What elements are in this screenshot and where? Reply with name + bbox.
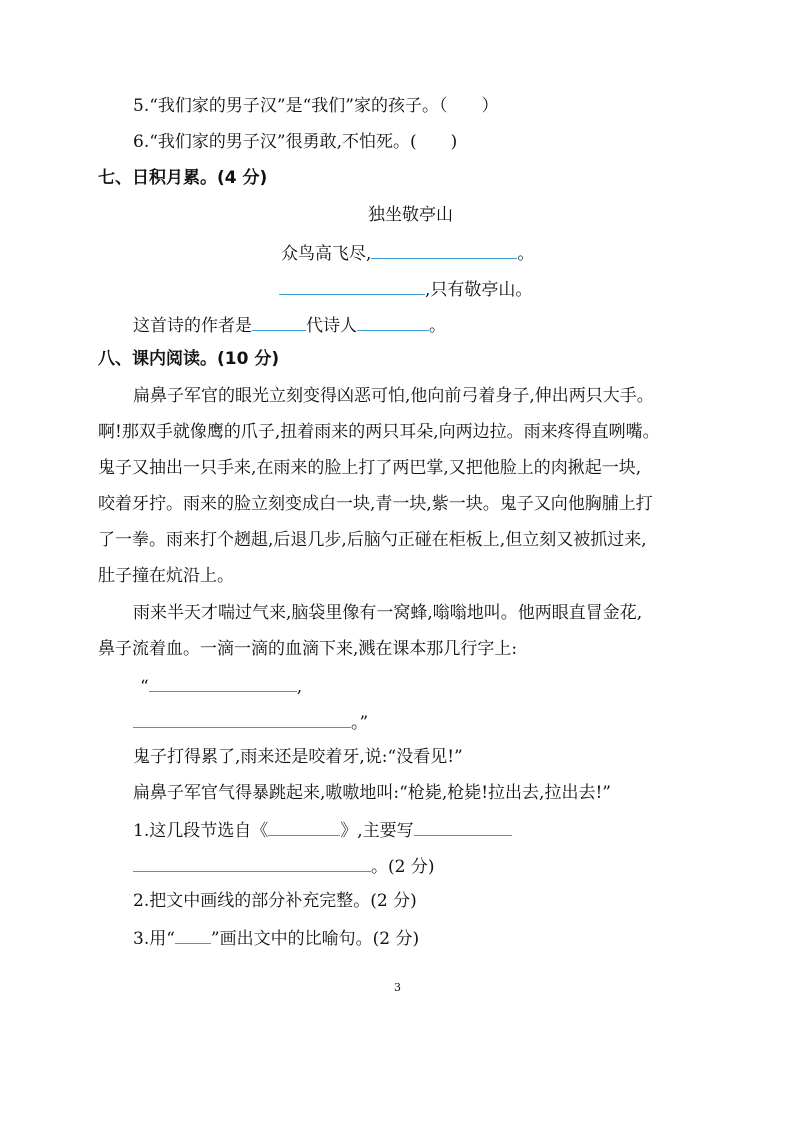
page-number: 3: [394, 981, 401, 994]
quote-close: 。”: [351, 713, 369, 733]
author-question: [133, 312, 446, 338]
poem-line-1-end: 。: [517, 244, 535, 264]
passage-line: 肚子撞在炕沿上。: [98, 566, 234, 586]
passage-line: 鬼子打得累了,雨来还是咬着牙,说:“没看见!”: [133, 747, 463, 767]
poem-line-2: [279, 276, 532, 302]
passage-line: 雨来半天才喘过气来,脑袋里像有一窝蜂,嗡嗡地叫。他两眼直冒金花,: [133, 603, 643, 623]
author-question-middle: 代诗人: [306, 316, 357, 336]
item-6: 6.“我们家的男子汉”很勇敢,不怕死。( ): [133, 132, 458, 152]
content-blank-2[interactable]: [133, 853, 371, 872]
quote-open: “: [140, 677, 149, 697]
passage-line: 扁鼻子军官气得暴跳起来,嗷嗷地叫:“枪毙,枪毙!拉出去,拉出去!”: [133, 783, 611, 803]
passage-line: 了一拳。雨来打个趔趄,后退几步,后脑勺正碰在柜板上,但立刻又被抓过来,: [98, 530, 647, 550]
underline-sample: [175, 925, 211, 944]
question-3: [133, 925, 419, 951]
question-1-end: 。(2 分): [371, 857, 435, 877]
section-8-heading: 八、课内阅读。(10 分): [98, 349, 280, 369]
question-3-end: ”画出文中的比喻句。(2 分): [210, 929, 420, 949]
passage-line: 咬着牙拧。雨来的脸立刻变成白一块,青一块,紫一块。鬼子又向他胸脯上打: [98, 494, 653, 514]
question-1: [133, 817, 512, 843]
content-blank-1[interactable]: [414, 817, 512, 836]
dynasty-blank[interactable]: [252, 312, 306, 331]
author-question-end: 。: [429, 316, 446, 336]
item-5: 5.“我们家的男子汉”是“我们”家的孩子。（ ）: [133, 96, 499, 116]
passage-line: 鼻子流着血。一滴一滴的血滴下来,溅在课本那几行字上:: [98, 639, 518, 659]
passage-line: 鬼子又抽出一只手来,在雨来的脸上打了两巴掌,又把他脸上的肉揪起一块,: [98, 458, 642, 478]
section-7-heading: 七、日积月累。(4 分): [98, 168, 268, 188]
quote-comma: ,: [296, 677, 303, 697]
quote-blank-1[interactable]: [149, 673, 297, 692]
poem-line-1: [281, 240, 534, 266]
passage-line: 啊!那双手就像鹰的爪子,扭着雨来的两只耳朵,向两边拉。雨来疼得直咧嘴。: [98, 422, 660, 442]
poem-line-1-blank[interactable]: [371, 240, 517, 259]
question-1-continued: [133, 853, 434, 879]
question-2: 2.把文中画线的部分补充完整。(2 分): [133, 891, 417, 911]
book-title-blank[interactable]: [268, 817, 340, 836]
question-1-text: 1.这几段节选自《: [133, 821, 269, 841]
question-1-middle: 》,主要写: [340, 821, 414, 841]
poem-line-1-text: 众鸟高飞尽,: [281, 244, 372, 264]
poem-line-2-blank[interactable]: [279, 276, 425, 295]
quote-blank-2[interactable]: [133, 709, 351, 728]
question-3-text: 3.用“: [133, 929, 175, 949]
quote-line-1: [140, 673, 302, 699]
poem-line-2-text: ,只有敬亭山。: [425, 280, 533, 300]
quote-line-2: [133, 709, 368, 735]
poem-title: 独坐敬亭山: [368, 205, 453, 225]
author-question-text: 这首诗的作者是: [133, 316, 252, 336]
poet-blank[interactable]: [357, 312, 429, 331]
passage-line: 扁鼻子军官的眼光立刻变得凶恶可怕,他向前弓着身子,伸出两只大手。: [133, 386, 654, 406]
